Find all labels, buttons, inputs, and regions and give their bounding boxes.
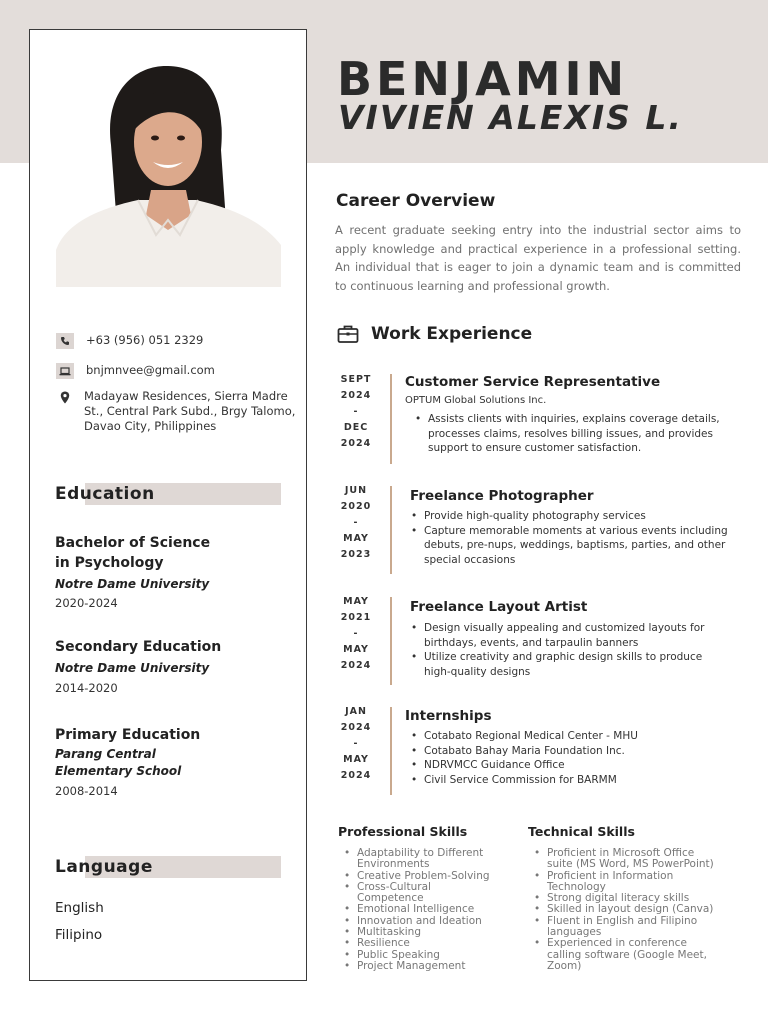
job-bullets [410,412,720,456]
career-overview-text: A recent graduate seeking entry into the industrial sector aims to apply knowledge and practical experience in a professional setting. An individual that is eager to join a dynamic team and is committed to continuous learning and professional growth. [335,223,741,293]
language-title: Language [55,857,153,877]
bullet-line: • Design visually appealing and customized layouts for [424,622,705,634]
skill-line: suite (MS Word, MS PowerPoint) [547,858,714,871]
address-line: Davao City, Philippines [84,419,217,433]
phone-icon [56,333,74,349]
skill-line: • Public Speaking [357,948,440,961]
skill-line: calling software (Google Meet, [547,948,707,961]
laptop-icon [56,363,74,379]
edu-years-3: 2008-2014 [55,784,118,798]
portrait-illustration [56,50,281,287]
work-experience-title: Work Experience [371,324,533,344]
bullet-line: • Cotabato Regional Medical Center - MHU [424,730,638,742]
degree-line: Bachelor of Science [55,535,211,551]
skill-line: • Emotional Intelligence [357,903,475,916]
job-dates [336,594,376,674]
skill-line: • Proficient in Information [547,869,674,882]
date-line: 2024 [340,722,372,733]
language-heading [55,856,281,878]
date-line: MAY [343,596,369,607]
skill-line: Technology [547,880,606,893]
job-bullet [406,524,728,568]
remaining-name: VIVIEN ALEXIS L. [338,98,683,137]
technical-skills-title: Technical Skills [528,824,635,839]
date-line: MAY [343,754,369,765]
date-line: DEC [343,422,369,433]
job-bullet [406,650,704,679]
skill-line: • Fluent in English and Filipino [547,914,698,927]
contact-email [56,363,215,379]
skill-item [339,848,524,871]
skill-line: Environments [357,858,430,871]
job-company: OPTUM Global Solutions Inc. [405,395,547,406]
job-bullet [406,744,638,759]
address-line: St., Central Park Subd., Brgy Talomo, [84,404,296,418]
phone-text: +63 (956) 051 2329 [86,333,204,347]
skill-item [339,938,524,949]
bullet-line: • NDRVMCC Guidance Office [424,759,565,772]
date-line: MAY [343,644,369,655]
school-line: Elementary School [55,764,182,778]
date-line: 2021 [340,612,372,623]
career-overview-title: Career Overview [336,191,496,211]
job-bullets [406,729,638,788]
skill-line: • Project Management [357,959,466,972]
language-item: Filipino [55,927,103,943]
edu-years-1: 2020-2024 [55,596,118,610]
skill-line: • Experienced in conference [547,937,687,950]
bullet-line: • Civil Service Commission for BARMM [424,774,617,787]
contact-phone [56,333,203,349]
date-line: - [353,406,359,417]
email-text[interactable]: bnjmnvee@gmail.com [86,363,215,377]
date-line: 2023 [340,549,372,560]
job-title: Customer Service Representative [405,374,661,390]
skill-item [529,871,759,894]
contact-address [56,389,295,434]
date-line: 2024 [340,438,372,449]
professional-skills-title: Professional Skills [338,824,468,839]
skill-line: • Multitasking [357,926,422,939]
location-pin-icon [56,389,74,405]
job-dates [336,372,376,452]
briefcase-icon [337,324,359,348]
school-line: Notre Dame University [55,577,210,591]
degree-line: Secondary Education [55,639,222,655]
edu-school-3 [55,746,181,780]
bullet-line: high-quality designs [424,666,531,679]
skill-line: • Proficient in Microsoft Office [547,847,695,859]
bullet-line: • Cotabato Bahay Maria Foundation Inc. [424,744,625,757]
date-line: 2020 [340,501,372,512]
skill-item [529,848,759,871]
job-title: Freelance Layout Artist [410,599,588,615]
timeline-divider [390,597,392,685]
skill-line: • Strong digital literacy skills [547,892,690,905]
bullet-line: debuts, pre-nups, weddings, baptisms, parties, and other [424,539,726,552]
address-line: Madayaw Residences, Sierra Madre [84,389,288,403]
date-line: MAY [343,533,369,544]
edu-degree-2 [55,637,221,657]
profile-photo [56,50,281,287]
bullet-line: • Capture memorable moments at various events including [424,524,728,537]
timeline-divider [390,486,392,574]
language-item: English [55,900,104,916]
date-line: 2024 [340,770,372,781]
date-line: JUN [344,485,368,496]
school-line: Parang Central [55,747,156,761]
skill-line: Competence [357,892,424,905]
skill-line: • Cross-Cultural [357,880,431,893]
job-bullet [406,773,638,788]
bullet-line: support to ensure customer satisfaction. [428,442,642,455]
degree-line: in Psychology [55,555,164,571]
skill-line: • Innovation and Ideation [357,914,482,927]
job-title: Freelance Photographer [410,488,594,504]
timeline-divider [390,374,392,464]
bullet-line: • Provide high-quality photography services [424,510,646,522]
edu-degree-3 [55,725,200,745]
address-text [84,389,295,434]
date-line: - [353,517,359,528]
job-bullet [406,621,704,650]
job-dates [336,704,376,784]
job-title: Internships [405,708,492,724]
job-bullets [406,509,728,568]
skill-item [529,938,759,972]
skill-item [339,961,524,972]
date-line: - [353,738,359,749]
skill-line: • Resilience [357,937,410,950]
first-name: BENJAMIN [337,52,629,106]
professional-skills-list [339,848,524,972]
school-line: Notre Dame University [55,661,210,675]
degree-line: Primary Education [55,727,201,743]
job-dates [336,483,376,563]
skill-item [339,882,524,905]
skill-line: • Skilled in layout design (Canva) [547,903,714,916]
skill-line: Zoom) [547,959,582,972]
timeline-divider [390,707,392,795]
edu-school-1 [55,576,209,593]
date-line: - [353,628,359,639]
skill-line: • Creative Problem-Solving [357,869,490,882]
bullet-line: • Assists clients with inquiries, explains coverage details, [428,413,720,425]
job-bullet [406,509,728,524]
skill-line: languages [547,926,602,939]
job-bullet [410,412,720,456]
date-line: 2024 [340,390,372,401]
education-title: Education [55,484,155,504]
date-line: JAN [345,706,367,717]
job-bullet [406,758,638,773]
job-bullets [406,621,704,680]
bullet-line: • Utilize creativity and graphic design skills to produce [424,651,703,664]
edu-school-2 [55,660,209,677]
skill-item [529,916,759,939]
date-line: SEPT [340,374,372,385]
date-line: 2024 [340,660,372,671]
bullet-line: processes claims, resolves billing issues, and provides [428,427,713,440]
bullet-line: birthdays, events, and tarpaulin banners [424,636,639,649]
edu-degree-1 [55,533,210,573]
technical-skills-list [529,848,759,972]
job-bullet [406,729,638,744]
skill-line: • Adaptability to Different [357,847,484,859]
bullet-line: special occasions [424,554,516,567]
edu-years-2: 2014-2020 [55,681,118,695]
education-heading [55,483,281,505]
